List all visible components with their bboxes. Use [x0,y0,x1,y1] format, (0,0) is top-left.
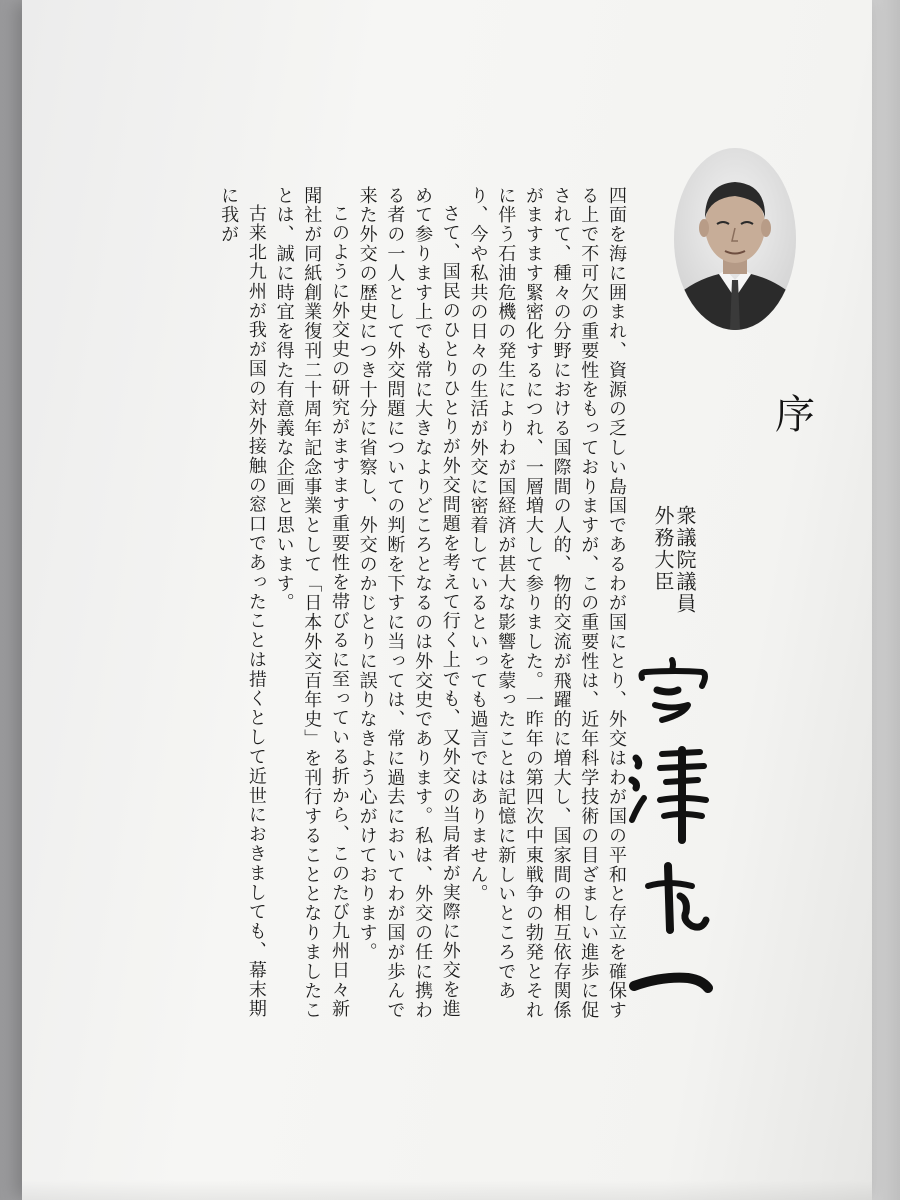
author-titles [652,505,696,665]
preface-heading: 序 [775,392,815,438]
author-signature [622,650,722,1020]
page-shadow [22,1180,872,1200]
signature-brush-strokes [622,650,722,1020]
paragraph-4: 古来北九州が我が国の対外接触の窓口であったことは措くとして近世におきましても、幕末期に我が [218,186,267,1019]
paragraph-2: さて、国民のひとりひとりが外交問題を考えて行く上でも、又外交の当局者が実際に外交を進めて参ります上でも常に大きなよりどころとなるのは外交史であります。私は、外交の任に携わる者の一人として外交問題についての判断を下すに当っては、常に過去においてわが国が歩んで来た外交の歴史につき十分に省察し、外交のかじとりに誤りなきよう心がけております。 [356,186,461,1021]
preface-body [115,186,630,1031]
portrait-photo [674,148,796,330]
paragraph-3: このように外交史の研究がますます重要性を帯びるに至っている折から、このたび九州日々新聞社が同紙創業復刊二十周年記念事業として「日本外交百年史」を刊行することとなりましたことは、誠に時宜を得た有意義な企画と思います。 [273,186,350,1021]
show-through-text [822,390,872,990]
paragraph-1: 四面を海に囲まれ、資源の乏しい島国であるわが国にとり、外交はわが国の平和と存立を確保する上で不可欠の重要性をもっておりますが、この重要性は、近年科学技術の目ざましい進歩に促されて、種々の分野における国際間の人的、物的交流が飛躍的に増大し、国家間の相互依存関係がますます緊密化するにつれ、一層増大して参りました。一昨年の第四次中東戦争の勃発とそれに伴う石油危機の発生によりわが国経済が甚大な影響を蒙ったことは記憶に新しいところであり、今や私共の日々の生活が外交に密着しているといっても過言ではありません。 [467,186,627,1021]
title-house-member: 衆議院議員 [673,505,697,615]
author-portrait [674,148,796,330]
title-foreign-minister: 外務大臣 [651,505,675,593]
